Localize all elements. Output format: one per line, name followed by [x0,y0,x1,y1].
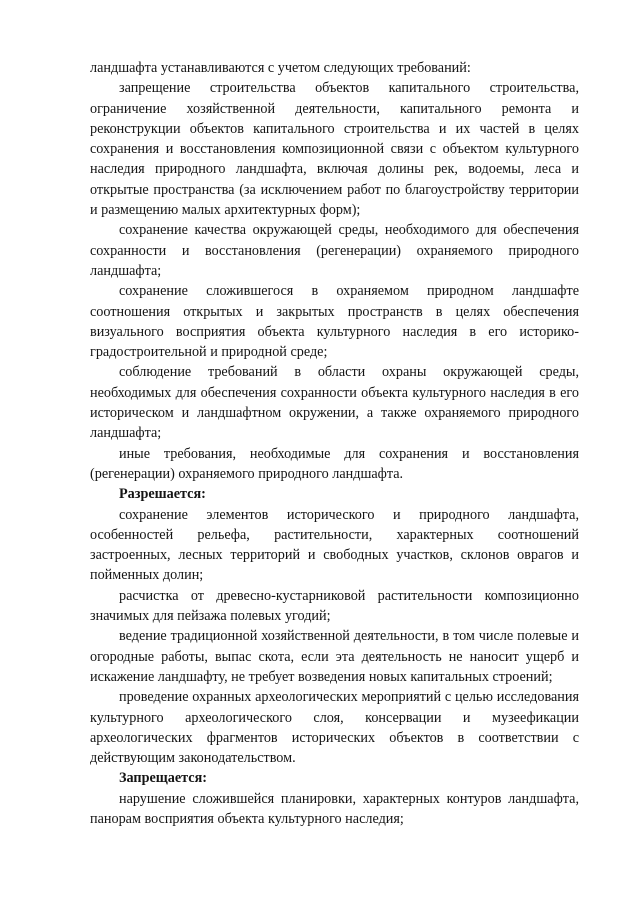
paragraph-requirement-other: иные требования, необходимые для сохранения и восстановления (регенерации) охраняемого природного ландшафта. [90,445,579,482]
paragraph-allowed-traditional-activity: ведение традиционной хозяйственной деятельности, в том числе полевые и огородные работы, выпас скота, если эта деятельность не наносит ущерб и искажение ландшафту, не требует возведения новых капитальных строений; [90,628,579,685]
paragraph-requirement-construction-ban: запрещение строительства объектов капитального строительства, ограничение хозяйственной деятельности, капитального ремонта и реконструкции объектов капитального строительства и их частей в целях сохранения и восстановления композиционной связи с объектом культурного наследия природного ландшафта, включая долины рек, водоемы, леса и открытые пространства (за исключением работ по благоустройству территории и размещению малых архитектурных форм); [90,80,579,219]
document-page [90,58,579,829]
heading-forbidden: Запрещается: [119,770,207,787]
paragraph-allowed-archaeology: проведение охранных археологических мероприятий с целью исследования культурного археологического слоя, консервации и музеефикации археологических фрагментов исторических объектов в соответствии с действующим законодательством. [90,689,579,767]
paragraph-requirement-spaces-ratio: сохранение сложившегося в охраняемом природном ландшафте соотношения открытых и закрытых пространств в целях обеспечения визуального восприятия объекта культурного наследия в его историко-градостроительной и природной среде; [90,283,579,361]
paragraph-forbidden-layout-violation: нарушение сложившейся планировки, характерных контуров ландшафта, панорам восприятия объекта культурного наследия; [90,790,579,827]
paragraph-requirement-environmental-protection: соблюдение требований в области охраны окружающей среды, необходимых для обеспечения сохранности объекта культурного наследия в его историческом и ландшафтном окружении, а также охраняемого природного ландшафта; [90,364,579,442]
paragraph-requirement-environment-quality: сохранение качества окружающей среды, необходимого для обеспечения сохранности и восстановления (регенерации) охраняемого природного ландшафта; [90,222,579,279]
paragraph-allowed-clearing: расчистка от древесно-кустарниковой растительности композиционно значимых для пейзажа полевых угодий; [90,587,579,625]
heading-allowed: Разрешается: [119,486,206,503]
paragraph-intro: ландшафта устанавливаются с учетом следующих требований: [90,60,471,76]
paragraph-allowed-landscape-preservation: сохранение элементов исторического и природного ландшафта, особенностей рельефа, растительности, характерных соотношений застроенных, лесных территорий и свободных участков, склонов оврагов и пойменных долин; [90,506,579,584]
